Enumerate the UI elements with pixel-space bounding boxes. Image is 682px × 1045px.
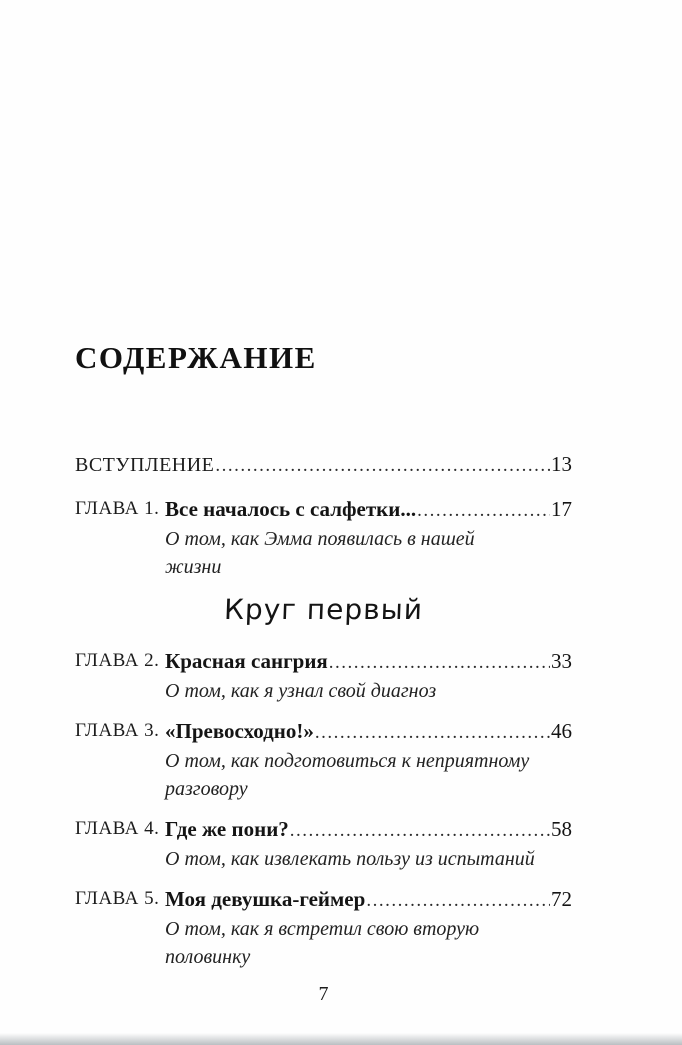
page-title: СОДЕРЖАНИЕ [75, 340, 317, 375]
intro-page-number: 13 [551, 452, 572, 476]
chapter-description-line: разговору [165, 778, 248, 800]
chapter-description-line: О том, как я узнал свой диагноз [165, 680, 437, 702]
chapter-page-number: 46 [551, 719, 572, 743]
dot-leader [329, 649, 550, 677]
chapter-title: Моя девушка-геймер [165, 887, 366, 911]
book-page [75, 0, 572, 1006]
toc-entry-chapter-5 [75, 885, 572, 971]
chapter-page-number: 33 [551, 649, 572, 673]
toc-entry-chapter-3 [75, 717, 572, 803]
chapter-label: ГЛАВА 3. [75, 720, 160, 741]
toc-entry-chapter-1 [75, 495, 572, 581]
toc-entry-chapter-2 [75, 647, 572, 705]
chapter-description-line: О том, как подготовиться к неприятному [165, 750, 530, 772]
chapter-description-line: О том, как извлекать пользу из испытаний [165, 848, 535, 870]
chapter-description-line: О том, как я встретил свою вторую [165, 918, 480, 940]
chapter-page-number: 17 [551, 497, 572, 521]
chapter-title: Где же пони? [165, 817, 289, 841]
chapter-description-line: половинку [165, 946, 251, 968]
chapter-description-line: О том, как Эмма появилась в нашей [165, 528, 475, 550]
chapter-title: «Превосходно!» [165, 719, 314, 743]
chapter-label: ГЛАВА 4. [75, 818, 160, 839]
chapter-title: Красная сангрия [165, 649, 328, 673]
dot-leader [215, 452, 550, 480]
chapter-page-number: 72 [551, 887, 572, 911]
chapter-description-line: жизни [165, 556, 222, 578]
dot-leader [366, 887, 550, 915]
chapter-title: Все началось с салфетки... [165, 497, 417, 521]
chapter-label: ГЛАВА 5. [75, 888, 160, 909]
chapter-label: ГЛАВА 2. [75, 650, 160, 671]
chapter-page-number: 58 [551, 817, 572, 841]
dot-leader [417, 497, 550, 525]
toc-intro-row [75, 450, 572, 480]
scan-edge-shadow [0, 1033, 682, 1045]
dot-leader [290, 817, 550, 845]
toc-entry-chapter-4 [75, 815, 572, 873]
section-heading: Круг первый [223, 593, 424, 626]
dot-leader [315, 719, 550, 747]
chapter-label: ГЛАВА 1. [75, 498, 160, 519]
intro-label: ВСТУПЛЕНИЕ [75, 454, 215, 476]
page-number-folio: 7 [318, 983, 329, 1005]
